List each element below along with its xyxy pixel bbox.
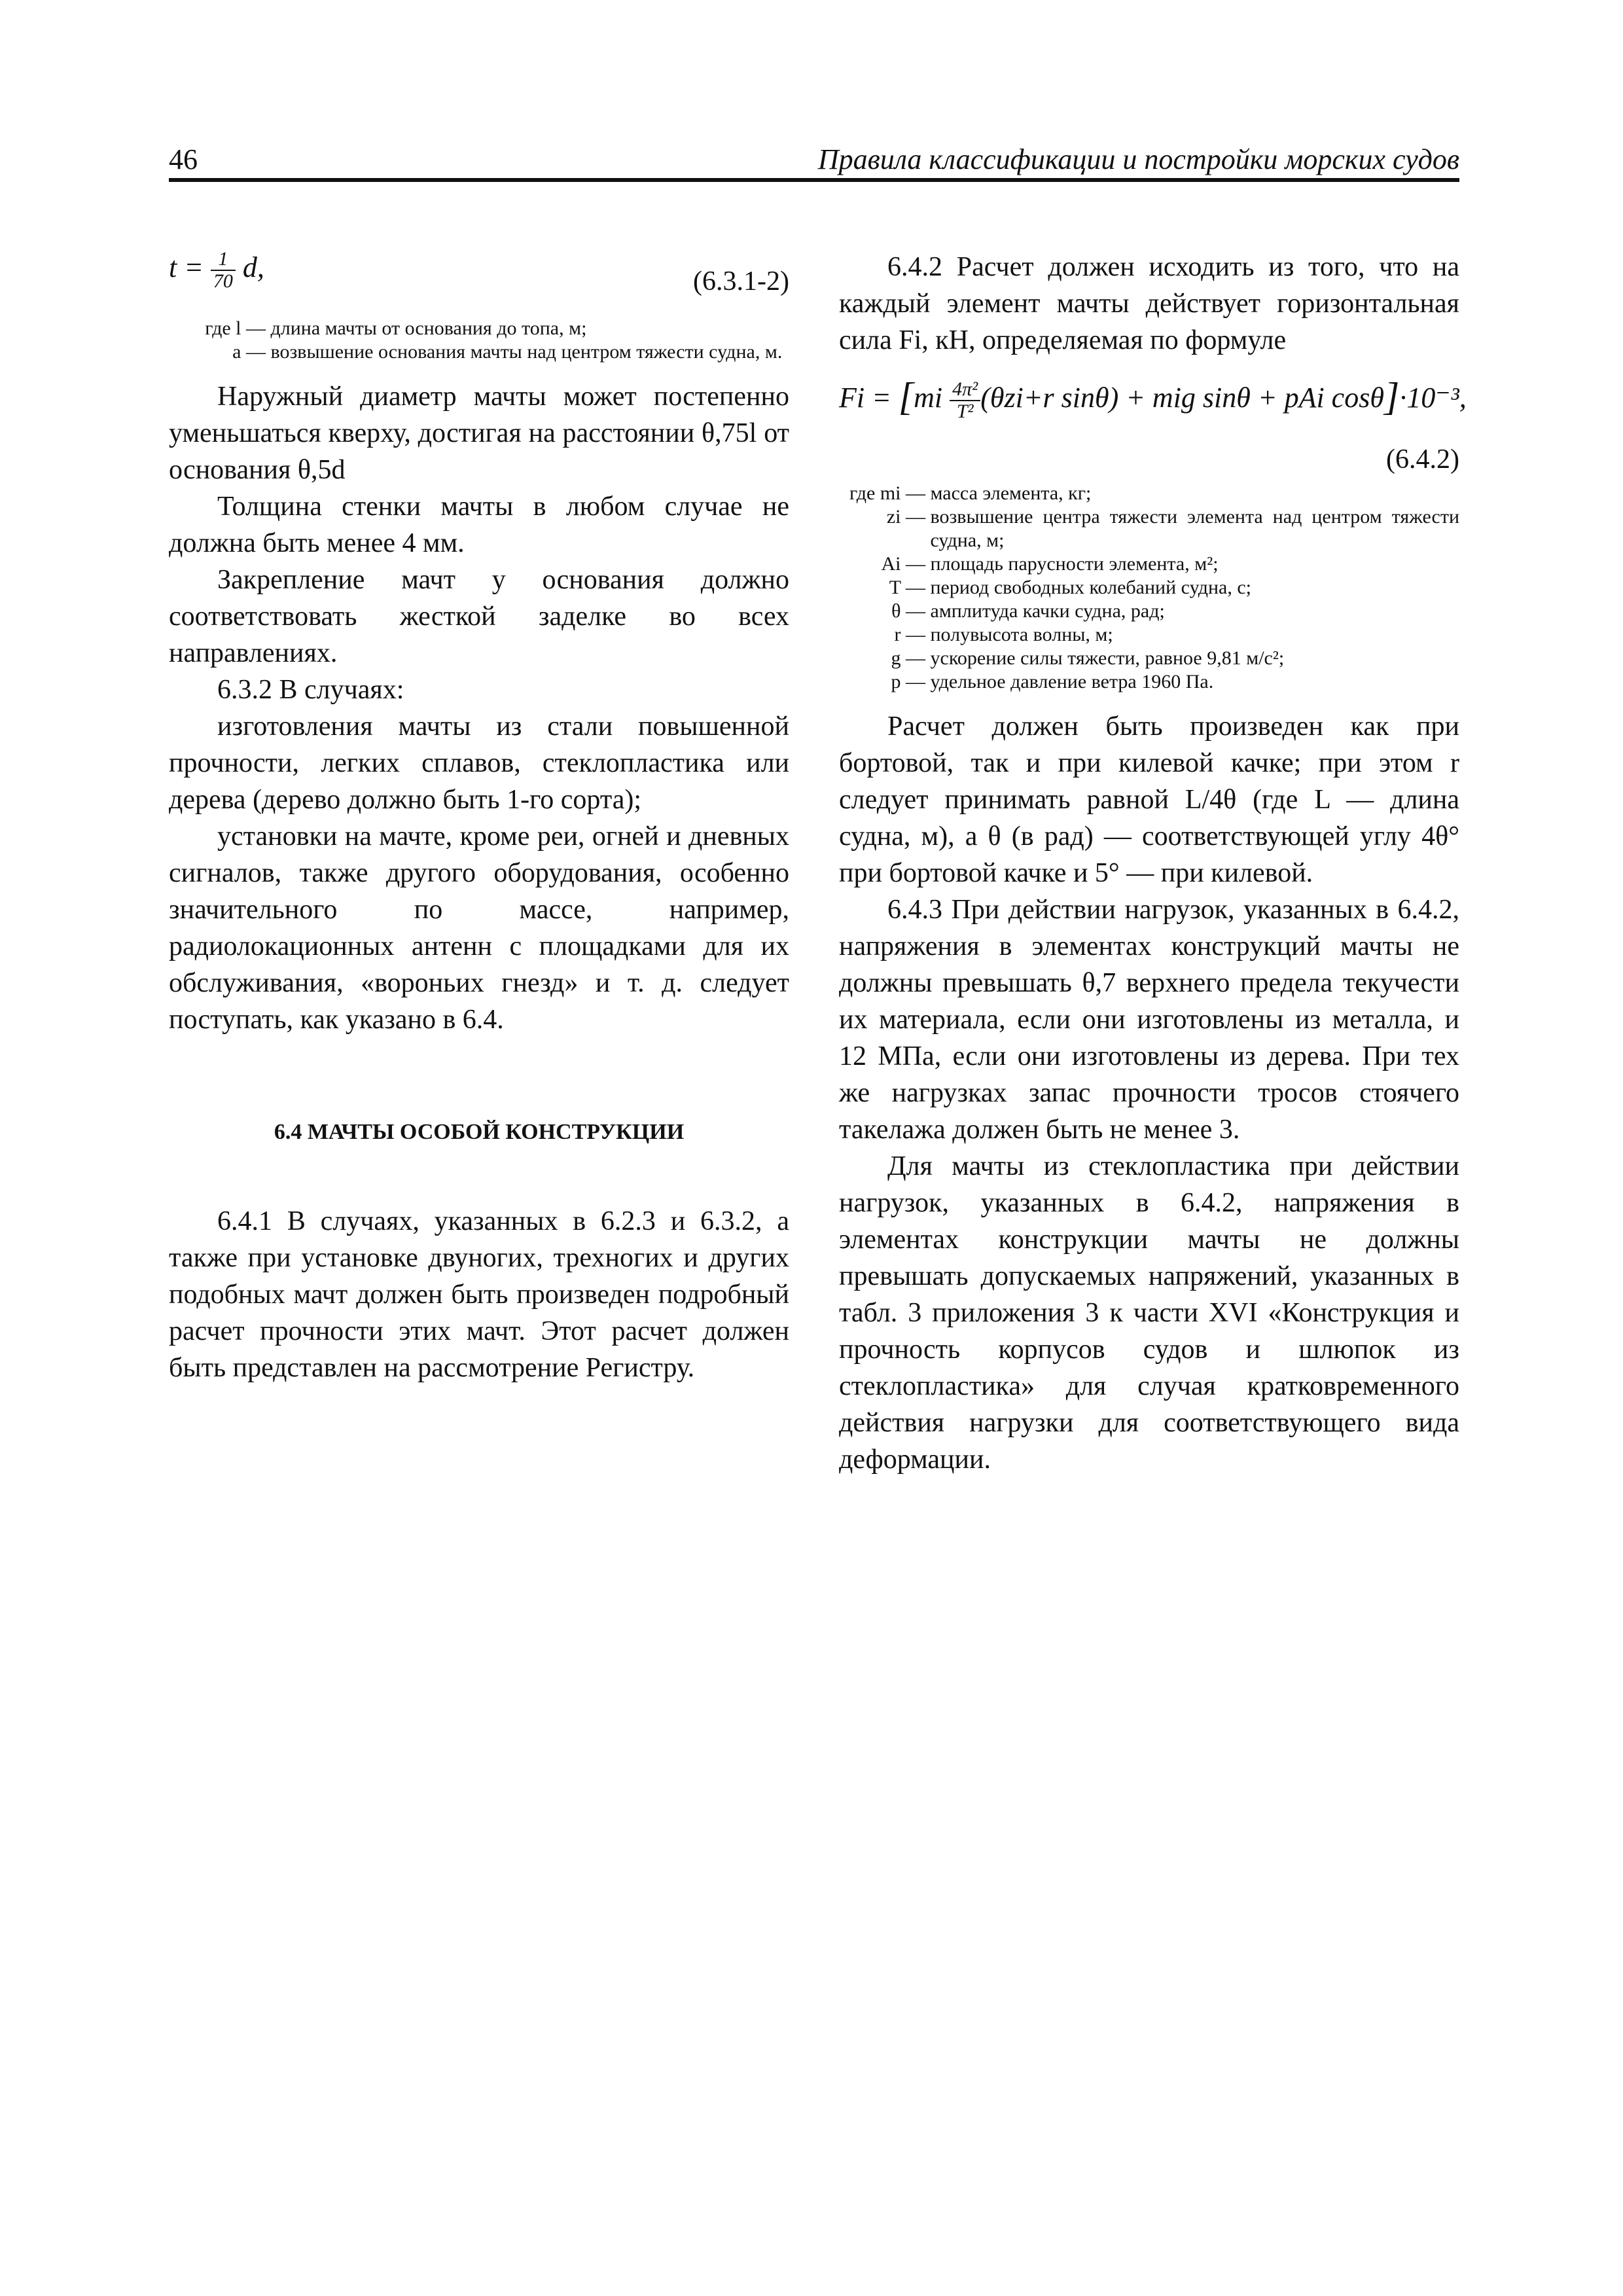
legend-item [839, 647, 1459, 670]
legend-text: амплитуда качки судна, рад; [930, 600, 1165, 622]
legend-item [169, 340, 789, 364]
formula-legend [839, 482, 1459, 694]
legend-symbol: g — [891, 647, 925, 669]
paragraph: 6.4.1 В случаях, указанных в 6.2.3 и 6.3.2, а также при установке двуногих, трехногих и других подобных мачт должен быть произведен подробный расчет прочности этих мачт. Этот расчет должен быть представлен на рассмотрение Регистру. [169, 1206, 789, 1383]
paragraph: Расчет должен быть произведен как при бортовой, так и при килевой качке; при этом r следует принимать равной L/4θ (где L — длина судна, м), а θ (в рад) — соответствующей углу 4θ° при бортовой качке и 5° — при килевой. [839, 711, 1459, 888]
legend-symbol: θ — [891, 600, 925, 622]
legend-text: возвышение центра тяжести элемента над центром тяжести судна, м; [930, 506, 1459, 551]
legend-symbol: zi — [886, 506, 925, 528]
formula-legend [169, 317, 789, 364]
legend-text: возвышение основания мачты над центром тяжести судна, м. [270, 341, 783, 363]
legend-item [839, 552, 1459, 576]
fraction-numerator: 1 [211, 249, 236, 271]
legend-text: период свободных колебаний судна, с; [930, 577, 1251, 598]
legend-text: площадь парусности элемента, м²; [930, 553, 1219, 575]
legend-item [839, 505, 1459, 552]
legend-text: удельное давление ветра 1960 Па. [930, 671, 1214, 692]
formula-6-3-1-2 [169, 249, 789, 312]
legend-symbol: p — [891, 671, 925, 692]
paragraph: 6.4.2 Расчет должен исходить из того, что на каждый элемент мачты действует горизонтальная сила Fi, кН, определяемая по формуле [839, 252, 1459, 355]
left-column [169, 249, 789, 1386]
legend-item [839, 670, 1459, 694]
paragraph: Наружный диаметр мачты может постепенно уменьшаться кверху, достигая на расстоянии θ,75l от основания θ,5d [169, 382, 789, 485]
formula-tail: ·10⁻³, [1399, 382, 1467, 414]
paragraph: Толщина стенки мачты в любом случае не должна быть менее 4 мм. [169, 492, 789, 558]
page-header [169, 143, 1459, 179]
paragraph: 6.4.3 При действии нагрузок, указанных в 6.4.2, напряжения в элементах конструкций мачты не должны превышать θ,7 верхнего предела текучести их материала, если они изготовлены из металла, и 12 МПа, если они изготовлены из дерева. При тех же нагрузках запас прочности тросов стоячего такелажа должен быть не менее 3. [839, 895, 1459, 1145]
formula-fraction [211, 249, 236, 292]
legend-symbol: Ai — [881, 553, 925, 575]
formula-mass: mi [914, 382, 943, 414]
legend-symbol: T — [889, 577, 925, 598]
legend-item [839, 623, 1459, 647]
running-title: Правила классификации и постройки морских судов [817, 143, 1459, 175]
formula-lhs: t = [169, 251, 211, 284]
legend-text: длина мачты от основания до топа, м; [270, 317, 587, 339]
fraction-denominator: 70 [213, 270, 233, 292]
formula-6-4-2 [839, 375, 1467, 476]
paragraph: установки на мачте, кроме реи, огней и дневных сигналов, также другого оборудования, особенно значительного по массе, например, радиолокационных антенн с площадками для их обслуживания, «вороньих гнезд» и т. д. следует поступать, как указано в 6.4. [169, 821, 789, 1035]
paragraph: 6.3.2 В случаях: [217, 675, 404, 705]
left-bracket: [ [898, 375, 914, 418]
legend-text: полувысота волны, м; [930, 624, 1113, 645]
paragraph: изготовления мачты из стали повышенной прочности, легких сплавов, стеклопластика или дерева (дерево должно быть 1-го сорта); [169, 711, 789, 815]
formula-body: (θzi+r sinθ) + mig sinθ + pAi cosθ [980, 382, 1384, 414]
legend-item [839, 576, 1459, 600]
section-heading: 6.4 МАЧТЫ ОСОБОЙ КОНСТРУКЦИИ [274, 1120, 685, 1144]
legend-item [839, 600, 1459, 623]
formula-rhs: d, [242, 251, 264, 284]
legend-symbol: где l — [205, 317, 266, 339]
formula-expression [169, 249, 264, 292]
formula-number: (6.4.2) [1386, 444, 1459, 475]
right-column [839, 249, 1467, 1478]
legend-symbol: r — [894, 624, 925, 645]
legend-symbol: где mi — [849, 482, 925, 504]
legend-text: ускорение силы тяжести, равное 9,81 м/с²; [930, 647, 1285, 669]
paragraph: Закрепление мачт у основания должно соответствовать жесткой заделке во всех направлениях. [169, 565, 789, 668]
formula-fraction [950, 379, 980, 422]
header-rule [169, 178, 1459, 182]
page-number: 46 [169, 143, 198, 175]
legend-symbol: a — [232, 341, 266, 363]
legend-text: масса элемента, кг; [930, 482, 1092, 504]
right-bracket: ] [1383, 375, 1400, 418]
legend-item [839, 482, 1459, 505]
fraction-numerator: 4π² [950, 379, 980, 401]
fraction-denominator: T² [956, 400, 974, 422]
formula-expression [839, 375, 1467, 422]
formula-number: (6.3.1-2) [693, 266, 789, 296]
formula-lhs: Fi = [839, 382, 899, 414]
legend-item [169, 317, 789, 340]
paragraph: Для мачты из стеклопластика при действии нагрузок, указанных в 6.4.2, напряжения в элементах конструкции мачты не должны превышать допускаемых напряжений, указанных в табл. 3 приложения 3 к части XVI «Конструкция и прочность корпусов судов и шлюпок из стеклопластика» для случая кратковременного действия нагрузки для соответствующего вида деформации. [839, 1151, 1459, 1475]
